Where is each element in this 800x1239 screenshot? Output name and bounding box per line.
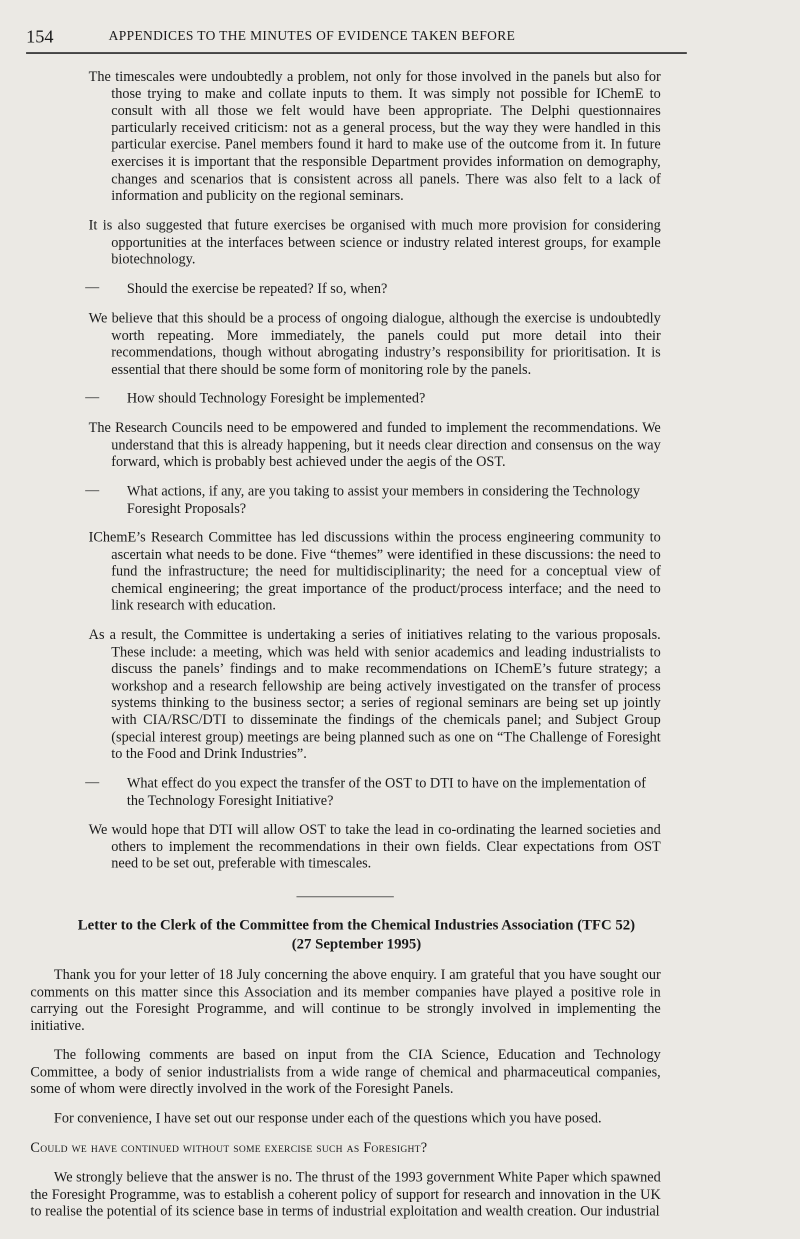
section-divider	[296, 896, 393, 897]
letter-title: Letter to the Clerk of the Committee from the Chemical Industries Association (TFC 52)	[77, 916, 636, 933]
running-head: APPENDICES TO THE MINUTES OF EVIDENCE TAKEN BEFORE	[108, 28, 516, 44]
question-dash: —	[85, 389, 100, 405]
answer-3: IChemE’s Research Committee has led discussions within the process engineering community to ascertain what needs to be done. Five “themes” were identified in these discussions: the need to fund the infrastructure; the need for multidisciplinarity; the need for a conceptual view of chemical engineering; the great importance of the product/process interface; and the need to link research with education.	[88, 528, 661, 614]
question-4	[85, 775, 661, 809]
answer-4: We would hope that DTI will allow OST to take the lead in co-ordinating the learned societies and others to implement the recommendations in their own fields. Clear expectations from OST need to be set out, preferable with timescales.	[88, 820, 661, 872]
letter-paragraph-1: Thank you for your letter of 18 July concerning the above enquiry. I am grateful that you have sought our comments on this matter since this Association and its member companies have played a positive role in carrying out the Foresight Programme, and will continue to be strongly involved in implementing the initiative.	[30, 965, 661, 1034]
question-text: Should the exercise be repeated? If so, when?	[126, 279, 388, 297]
question-dash: —	[85, 279, 100, 295]
page-header	[26, 26, 687, 52]
answer-2: The Research Councils need to be empowered and funded to implement the recommendations. We understand that this is already happening, but it needs clear direction and consensus on the way forward, which is probably best achieved under the aegis of the OST.	[88, 419, 661, 470]
question-2	[85, 389, 661, 406]
page-number: 154	[26, 26, 54, 47]
question-text: What actions, if any, are you taking to assist your members in considering the Technology Foresight Proposals?	[126, 482, 641, 517]
question-text: How should Technology Foresight be implemented?	[126, 389, 426, 407]
header-rule	[26, 52, 687, 54]
letter-date: (27 September 1995)	[291, 935, 422, 952]
letter-subheading: Could we have continued without some exercise such as Foresight?	[30, 1138, 428, 1156]
letter-paragraph-2: The following comments are based on input from the CIA Science, Education and Technology Committee, a body of senior industrialists from a wide range of chemical and pharmaceutical companies, some of whom were directly involved in the work of the Foresight Panels.	[30, 1045, 661, 1097]
question-dash: —	[85, 774, 100, 790]
question-3	[85, 483, 661, 517]
question-1	[85, 280, 661, 297]
answer-1: We believe that this should be a process of ongoing dialogue, although the exercise is undoubtedly worth repeating. More immediately, the panels could put more detail into their recommendations, though without abrogating industry’s responsibility for prioritisation. It is essential that there should be some form of monitoring role by the panels.	[88, 309, 661, 378]
question-dash: —	[85, 482, 100, 498]
paragraph-future-exercises: It is also suggested that future exercises be organised with much more provision for considering opportunities at the interfaces between science or industry related interest groups, for example biotechnology.	[88, 216, 661, 268]
letter-final-paragraph: We strongly believe that the answer is no. The thrust of the 1993 government White Paper which spawned the Foresight Programme, was to establish a coherent policy of support for research and innovation in the UK to realise the potential of its science base in terms of industrial exploitation and wealth creation. Our industrial	[30, 1168, 661, 1220]
letter-paragraph-3: For convenience, I have set out our response under each of the questions which you have posed.	[53, 1109, 602, 1126]
question-text: What effect do you expect the transfer of the OST to DTI to have on the implementation of the Technology Foresight Initiative?	[126, 774, 646, 809]
paragraph-timescales: The timescales were undoubtedly a problem, not only for those involved in the panels but also for those trying to make and collate inputs to them. It was simply not possible for IChemE to consult with all those we felt would have been appropriate. The Delphi questionnaires particularly received criticism: not as a general process, but the way they were handled in this particular exercise. Panel members found it hard to make use of the outcome from it. In future exercises it is important that the responsible Department provides information on demography, changes and scenarios that is consistent across all panels. There was also felt to a lack of information and publicity on the regional seminars.	[88, 67, 661, 204]
answer-3-continued: As a result, the Committee is undertaking a series of initiatives relating to the various proposals. These include: a meeting, which was held with senior academics and leading industrialists to discuss the panels’ findings and to make recommendations on IChemE’s future strategy; a workshop and a research fellowship are being actively investigated on the transfer of process systems thinking to the business sector; a series of regional seminars are being set up jointly with CIA/RSC/DTI to disseminate the findings of the chemicals panel; and Subject Group (special interest group) meetings are being planned such as one on “The Challenge of Foresight to the Food and Drink Industries”.	[88, 625, 661, 762]
